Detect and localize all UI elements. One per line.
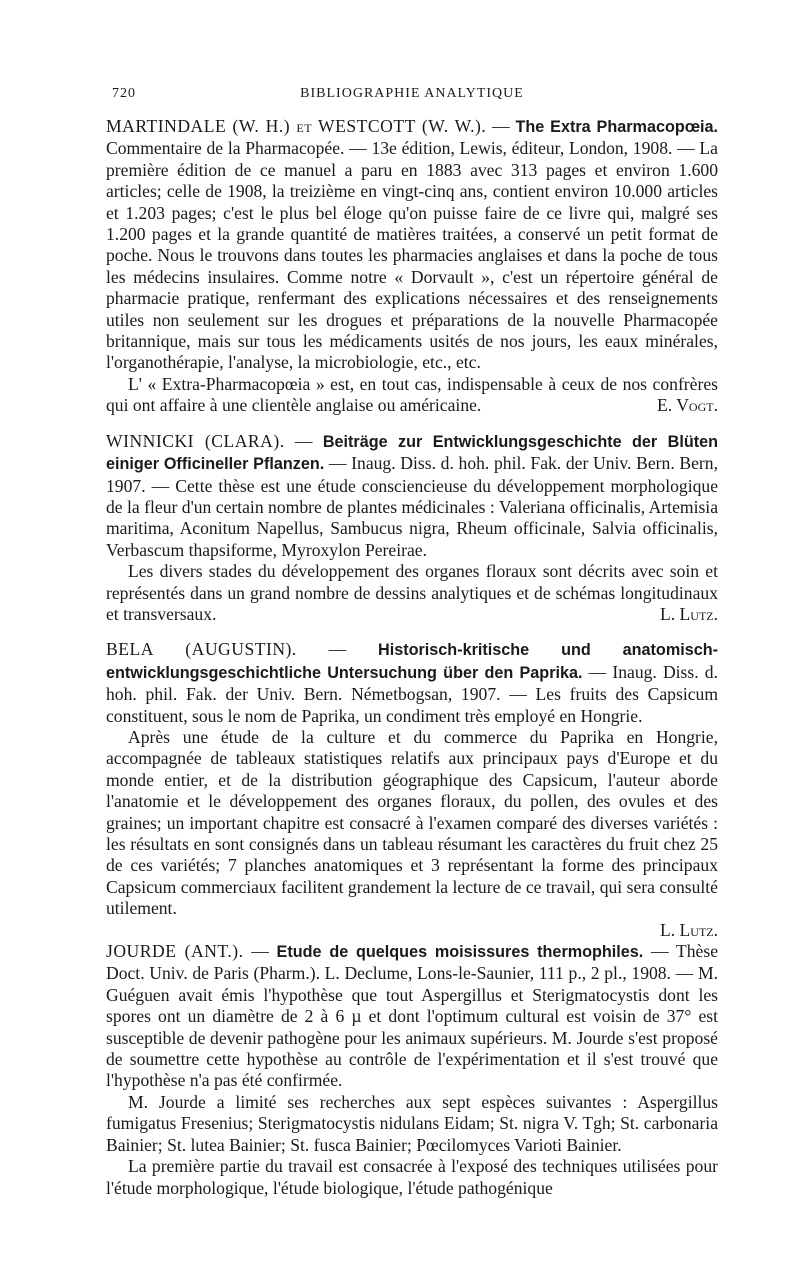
page-number: 720 [112, 86, 136, 101]
entry-title: Etude de quelques moisissures thermophiles. [276, 943, 644, 962]
body-text [106, 116, 718, 1199]
entry-paragraph: — Thèse Doct. Univ. de Paris (Pharm.). L. Declume, Lons-le-Saunier, 111 p., 2 pl., 1908. — M. Guéguen avait émis l'hypothèse que tout Aspergillus et Sterigmatocystis dont les spores ont un diamètre de 2 à 6 µ et dont l'optimum cultural est voisin de 37° est susceptible de devenir pathogène pour les animaux supérieurs. M. Jourde s'est proposé de soumettre cette hypothèse au contrôle de l'expérimentation et il s'est trouvé que l'hypothèse n'a pas été confirmée. [106, 941, 719, 1091]
entry-paragraph: La première partie du travail est consacrée à l'exposé des techniques utilisées pour l'étude morphologique, l'étude biologique, l'étude pathogénique [106, 1156, 718, 1198]
entry-author: JOURDE (ANT.). [106, 941, 244, 962]
running-title: BIBLIOGRAPHIE ANALYTIQUE [300, 86, 524, 101]
entry-paragraph-text: Les divers stades du développement des organes floraux sont décrits avec soin et représentés dans un grand nombre de dessins analytiques et de schémas longitudinaux et transversaux. [106, 561, 718, 624]
journal-page [106, 86, 718, 1199]
entry-signature: E. Vogt. [657, 395, 718, 416]
entry-paragraph: Commentaire de la Pharmacopée. — 13e édition, Lewis, éditeur, London, 1908. — La première édition de ce manuel a paru en 1883 avec 313 pages et environ 1.600 articles; celle de 1908, la treizième en vingt-cinq ans, contient environ 10.000 articles et 1.203 pages; c'est le plus bel éloge qu'on puisse faire de ce livre qui, malgré ses 1.200 pages et la grande quantité de matières traitées, a conservé un petit format de poche. Nous le trouvons dans toutes les pharmacies anglaises et dans la poche de tous les médecins insulaires. Comme notre « Dorvault », c'est un répertoire général de pharmacie pratique, renfermant des explications nécessaires et des renseignements utiles non seulement sur les drogues et préparations de la nouvelle Pharmacopée britannique, mais sur tous les médicaments usités de nos jours, les eaux minérales, l'organothérapie, l'analyse, la microbiologie, etc., etc. [106, 138, 718, 373]
entry-paragraph [106, 561, 718, 625]
entry-paragraph-text: Après une étude de la culture et du commerce du Paprika en Hongrie, accompagnée de tableaux statistiques relatifs aux principaux pays d'Europe et du monde entier, et de la distribution géographique des Capsicum, l'auteur aborde l'anatomie et le développement des organes floraux, du pollen, des ovules et des graines; un important chapitre est consacré à l'examen comparé des diverses variétés : les résultats en sont consignés dans un tableau résumant les caractères du fruit chez 25 de ces variétés; 7 planches anatomiques et 3 représentant la forme des principaux Capsicum commerciaux facilitent grandement la lecture de ce travail, qui sera consulté utilement. [106, 726, 718, 919]
entry-signature: L. Lutz. [659, 919, 718, 940]
entry-paragraph [106, 374, 718, 417]
entry-paragraph: M. Jourde a limité ses recherches aux sept espèces suivantes : Aspergillus fumigatus Fresenius; Sterigmatocystis nidulans Eidam; St. nigra V. Tgh; St. carbonaria Bainier; St. lutea Bainier; St. fusca Bainier; Pœcilomyces Varioti Bainier. [106, 1091, 718, 1155]
entry-jourde: JOURDE (ANT.). — Etude de quelques moisissures thermophiles. — Thèse Doct. Univ. de Paris (Pharm.). L. Declume, Lons-le-Saunier, 111 p., 2 pl., 1908. — M. Guéguen avait émis l'hypothèse que tout Aspergillus et Sterigmatocystis dont les spores ont un diamètre de 2 à 6 µ et dont l'optimum cultural est voisin de 37° est susceptible de devenir pathogène pour les animaux supérieurs. M. Jourde s'est proposé de soumettre cette hypothèse au contrôle de l'expérimentation et il s'est trouvé que l'hypothèse n'a pas été confirmée. [106, 941, 719, 1091]
entry-author: MARTINDALE (W. H.) et WESTCOTT (W. W.). [106, 116, 487, 136]
entry-paragraph: — Inaug. Diss. d. hoh. phil. Fak. der Univ. Bern. Bern, 1907. — Cette thèse est une étude consciencieuse du développement morphologique de la fleur d'un certain nombre de plantes médicinales : Valeriana officinalis, Artemisia maritima, Aconitum Napellus, Sambucus nigra, Rheum officinale, Salvia officinalis, Verbascum thapsiforme, Myroxylon Pereirae. [106, 453, 718, 560]
entry-signature: L. Lutz. [659, 603, 718, 624]
entry-martindale: MARTINDALE (W. H.) et WESTCOTT (W. W.). — The Extra Pharmacopœia. Commentaire de la Pharmacopée. — 13e édition, Lewis, éditeur, London, 1908. — La première édition de ce manuel a paru en 1883 avec 313 pages et environ 1.600 articles; celle de 1908, la treizième en vingt-cinq ans, contient environ 10.000 articles et 1.203 pages; c'est le plus bel éloge qu'on puisse faire de ce livre qui, malgré ses 1.200 pages et la grande quantité de matières traitées, a conservé un petit format de poche. Nous le trouvons dans toutes les pharmacies anglaises et dans la poche de tous les médecins insulaires. Comme notre « Dorvault », c'est un répertoire général de pharmacie pratique, renfermant des explications nécessaires et des renseignements utiles non seulement sur les drogues et préparations de la nouvelle Pharmacopée britannique, mais sur tous les médicaments usités de nos jours, les eaux minérales, l'organothérapie, l'analyse, la microbiologie, etc., etc. [106, 116, 718, 373]
entry-paragraph: — Inaug. Diss. d. hoh. phil. Fak. der Univ. Bern. Németbogsan, 1907. — Les fruits des Capsicum constituent, sous le nom de Paprika, un condiment très employé en Hongrie. [106, 661, 718, 726]
entry-winnicki: WINNICKI (CLARA). — Beiträge zur Entwicklungsgeschichte der Blüten einiger Officineller Pflanzen. — Inaug. Diss. d. hoh. phil. Fak. der Univ. Bern. Bern, 1907. — Cette thèse est une étude consciencieuse du développement morphologique de la fleur d'un certain nombre de plantes médicinales : Valeriana officinalis, Artemisia maritima, Aconitum Napellus, Sambucus nigra, Rheum officinale, Salvia officinalis, Verbascum thapsiforme, Myroxylon Pereirae. [106, 430, 719, 560]
entry-bela: BELA (AUGUSTIN). — Historisch-kritische und anatomisch-entwicklungsgeschichtliche Untersuchung über den Paprika. — Inaug. Diss. d. hoh. phil. Fak. der Univ. Bern. Németbogsan, 1907. — Les fruits des Capsicum constituent, sous le nom de Paprika, un condiment très employé en Hongrie. [106, 639, 718, 726]
entry-author: WINNICKI (CLARA). [106, 430, 285, 451]
entry-paragraph [106, 727, 718, 920]
entry-title: Beiträge zur Entwicklungsgeschichte der Blüten einiger Officineller Pflanzen. [106, 432, 719, 474]
entry-title: The Extra Pharmacopœia. [515, 118, 718, 136]
running-head [106, 86, 718, 110]
entry-title: Historisch-kritische und anatomisch-entwicklungsgeschichtliche Untersuchung über den Paprika. [106, 641, 718, 682]
entry-author: BELA (AUGUSTIN). [106, 639, 297, 660]
entry-paragraph-text: L' « Extra-Pharmacopœia » est, en tout cas, indispensable à ceux de nos confrères qui ont affaire à une clientèle anglaise ou américaine. [106, 373, 718, 416]
